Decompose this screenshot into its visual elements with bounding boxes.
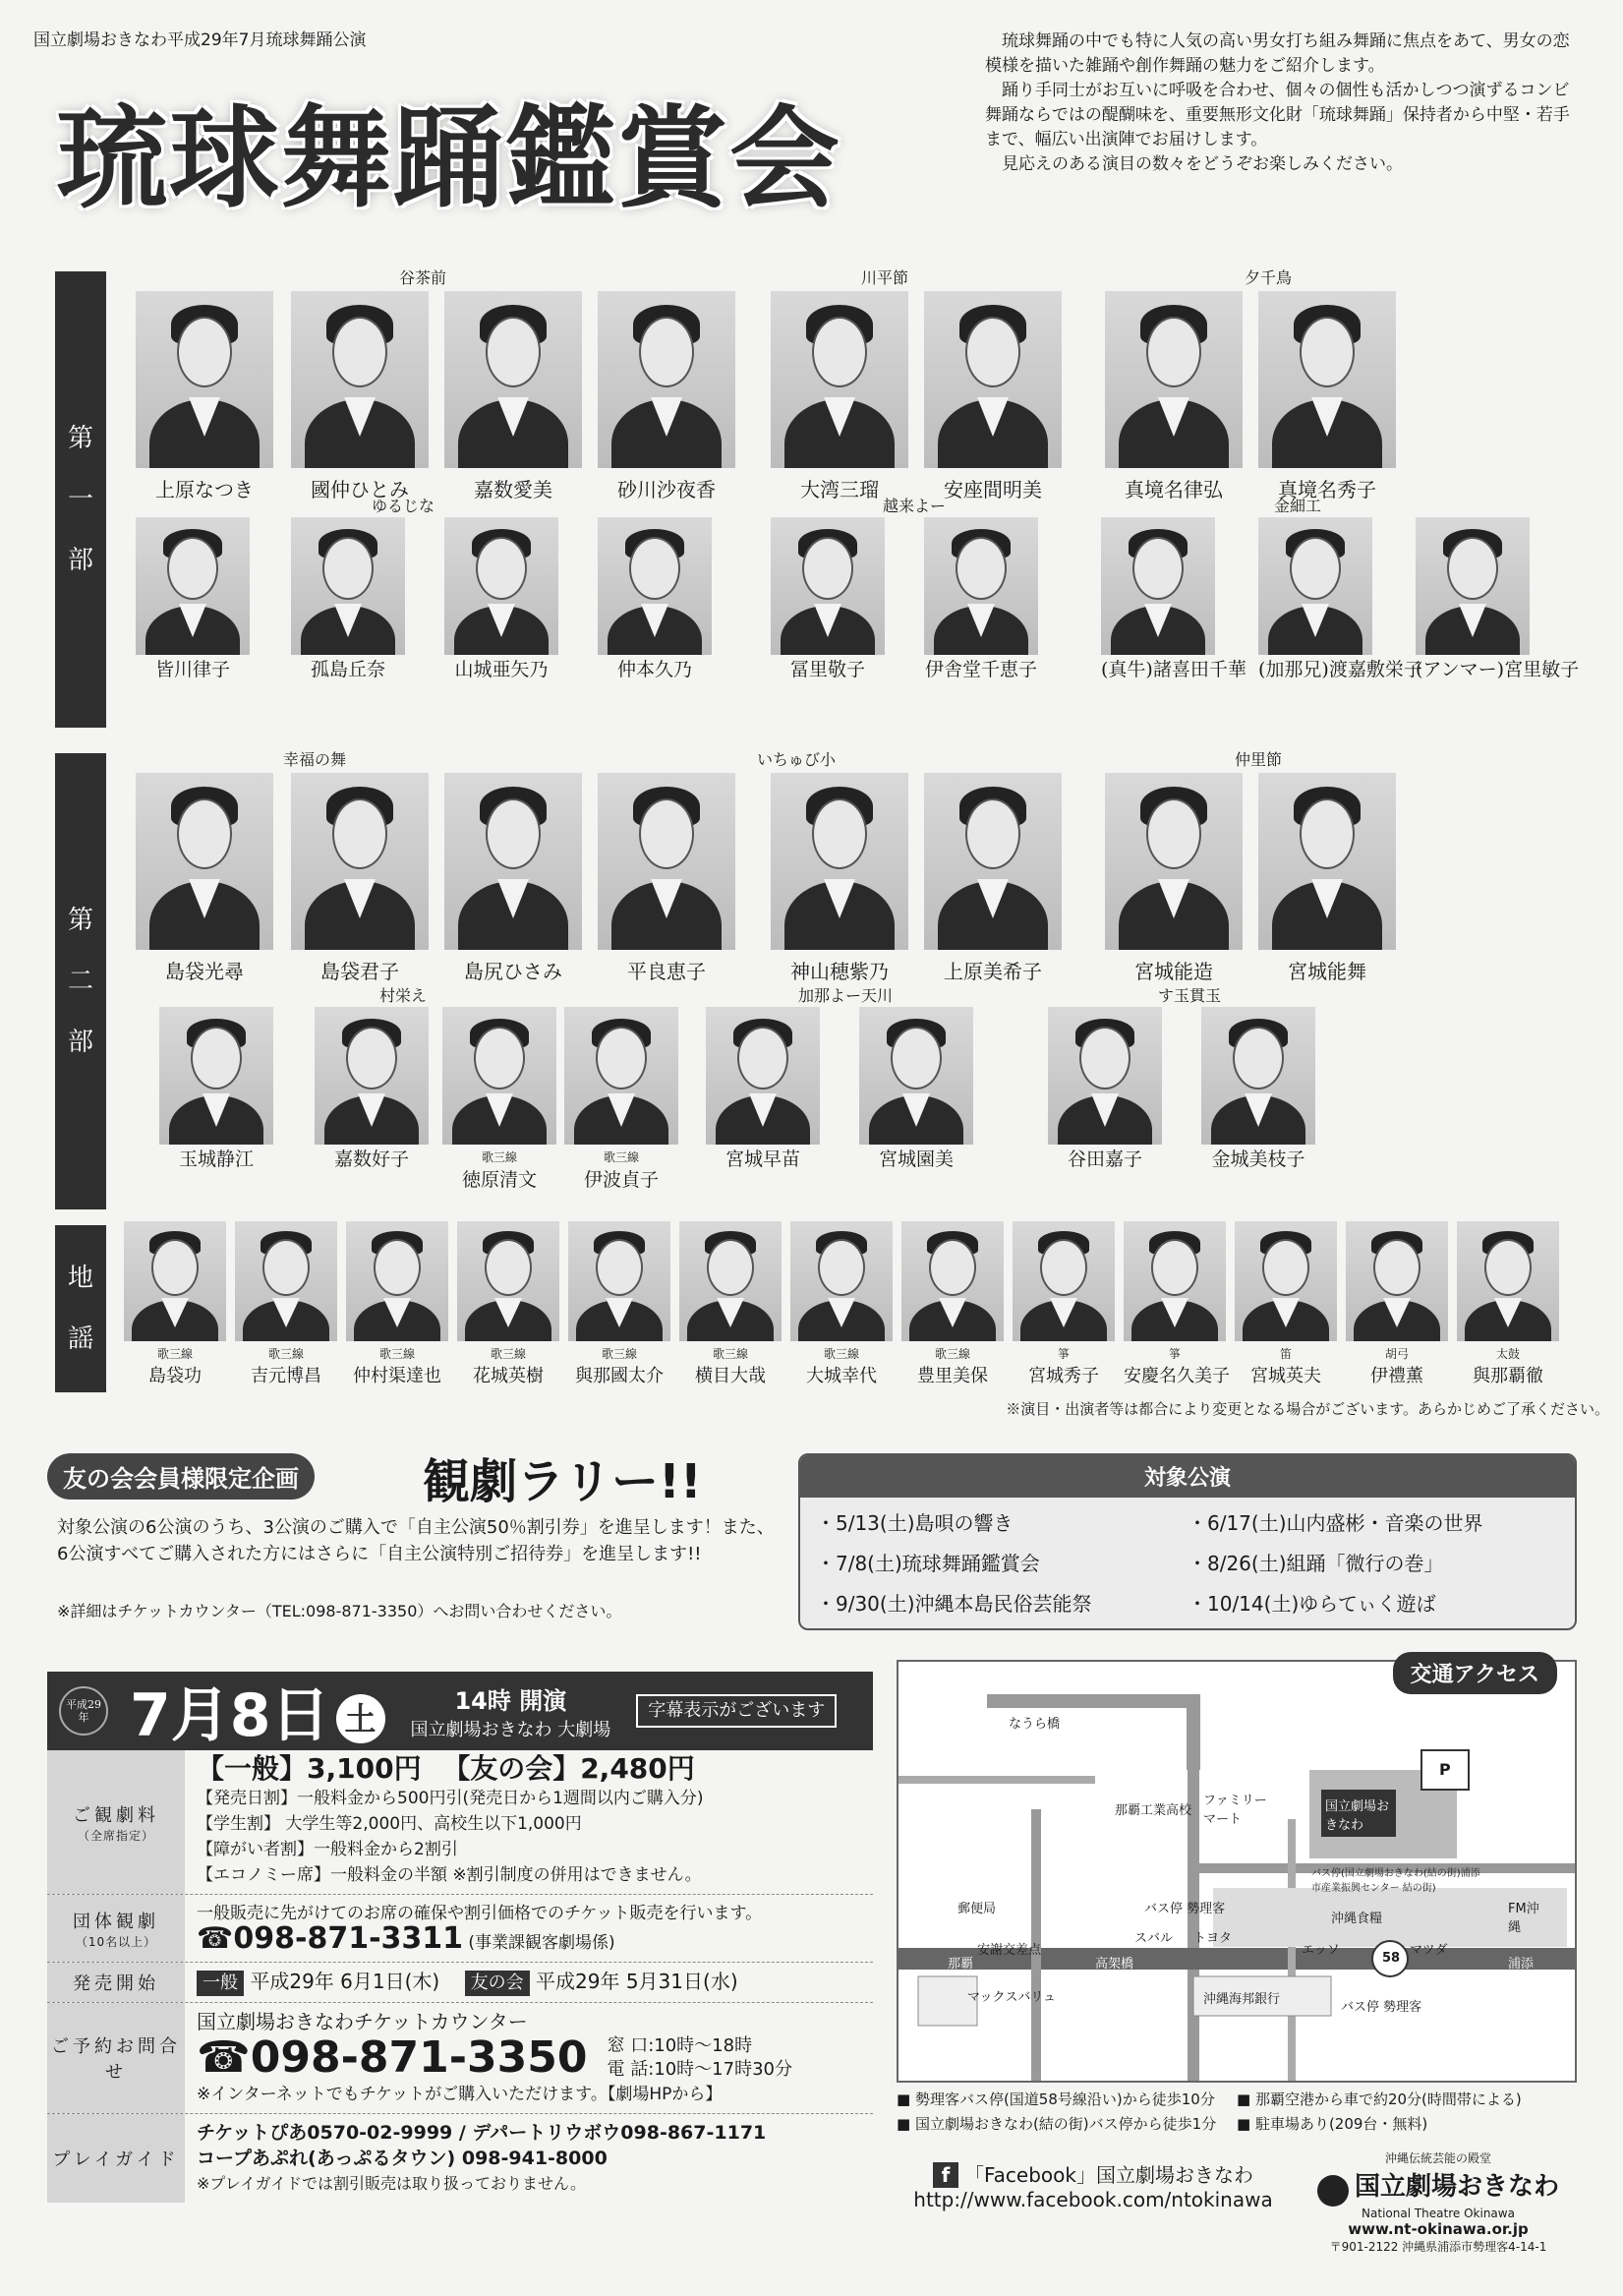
info-body xyxy=(185,2114,873,2203)
cast-role: 歌三線 xyxy=(267,1347,304,1361)
intro-paragraph: 見応えのある演目の数々をどうぞお楽しみください。 xyxy=(1002,154,1403,174)
cast-role: 箏 xyxy=(1057,1347,1070,1361)
cast-member xyxy=(901,1221,1004,1387)
portrait-photo xyxy=(901,1221,1004,1341)
facebook-block xyxy=(897,2159,1290,2211)
contact-hours xyxy=(607,2034,792,2082)
guide-line: コープあぷれ(あっぷるタウン) 098-941-8000 xyxy=(197,2148,608,2169)
portrait-photo xyxy=(235,1221,337,1341)
cast-name: (アンマー)宮里敏子 xyxy=(1416,659,1580,680)
rally-text: 対象公演の6公演のうち、3公演のご購入で「自主公演50％割引券」を進呈します！また、6公演すべてご購入された方にはさらに「自主公演特別ご招待券」を進呈します!! xyxy=(57,1517,775,1564)
sale-member-tag: 友の会 xyxy=(465,1971,530,1996)
cast-role: 歌三線 xyxy=(823,1347,859,1361)
cast-name: 島袋光尋 xyxy=(165,960,244,983)
cast-member xyxy=(568,1221,670,1387)
portrait-photo xyxy=(706,1007,820,1145)
portrait-photo xyxy=(924,291,1062,468)
cast-name: 伊舎堂千恵子 xyxy=(924,659,1037,680)
cast-name: 宮城秀子 xyxy=(1028,1366,1099,1386)
map-label: マックスバリュ xyxy=(967,1990,1056,2005)
info-row-contact xyxy=(47,2003,873,2114)
cast-member xyxy=(679,1221,782,1387)
portrait-photo xyxy=(564,1007,678,1145)
rally-badge-box xyxy=(47,1453,315,1500)
map-label: 沖縄海邦銀行 xyxy=(1203,1992,1281,2007)
sale-general-date: 平成29年 6月1日(木) xyxy=(250,1970,440,1993)
cast-member xyxy=(771,517,885,681)
cast-role: 歌三線 xyxy=(156,1347,193,1361)
portrait-photo xyxy=(444,773,582,950)
portrait-photo xyxy=(444,291,582,468)
portrait-photo xyxy=(568,1221,670,1341)
portrait-photo xyxy=(315,1007,429,1145)
cast-role: 歌三線 xyxy=(934,1347,970,1361)
section-char: 部 xyxy=(67,1028,93,1057)
cast-member xyxy=(1258,517,1422,681)
cast-name: 宮城能舞 xyxy=(1288,960,1366,983)
portrait-photo xyxy=(124,1221,226,1341)
portrait-photo xyxy=(1416,517,1530,655)
event-venue: 国立劇場おきなわ 大劇場 xyxy=(410,1719,611,1740)
price-line: 【エコノミー席】一般料金の半額 ※割引制度の併用はできません。 xyxy=(197,1865,702,1885)
cast-name: 冨里敬子 xyxy=(789,659,865,680)
subtitle-badge: 字幕表示がございます xyxy=(636,1694,837,1728)
info-label xyxy=(47,2114,185,2203)
cast-role: 笛 xyxy=(1279,1347,1292,1361)
section-char: 一 xyxy=(67,485,93,514)
cast-member xyxy=(1124,1221,1230,1387)
cast-name: 孤島丘奈 xyxy=(310,659,385,680)
info-row-guide xyxy=(47,2114,873,2203)
portrait-photo xyxy=(1258,517,1372,655)
cast-member xyxy=(136,773,273,984)
portrait-photo xyxy=(679,1221,782,1341)
sale-general-tag: 一般 xyxy=(197,1971,244,1996)
portrait-photo xyxy=(924,517,1038,655)
portrait-photo xyxy=(291,773,429,950)
cast-name: 花城英樹 xyxy=(473,1366,544,1386)
contact-note: ※インターネットでもチケットがご購入いただけます。【劇場HPから】 xyxy=(197,2085,723,2104)
cast-name: 真境名律弘 xyxy=(1125,478,1223,501)
sale-member-date: 平成29年 5月31日(水) xyxy=(536,1970,738,1993)
map-label: トヨタ xyxy=(1193,1931,1233,1946)
cast-name: 神山穂紫乃 xyxy=(790,960,889,983)
map-label: バス停(国立劇場おきなわ(結の街)浦添市産業振興センター 結の街) xyxy=(1311,1868,1480,1894)
cast-member xyxy=(1201,1007,1315,1171)
target-list xyxy=(800,1498,1575,1626)
group-text: 一般販売に先がけてのお席の確保や割引価格でのチケット販売を行います。 xyxy=(197,1904,763,1923)
cast-name: 國仲ひとみ xyxy=(311,478,409,501)
info-body xyxy=(185,2003,873,2113)
cast-member xyxy=(924,517,1038,681)
cast-name: 横目大哉 xyxy=(695,1366,766,1386)
portrait-photo xyxy=(1457,1221,1559,1341)
map-label: 国立劇場おきなわ xyxy=(1325,1799,1390,1833)
cast-name: 島袋功 xyxy=(148,1366,202,1386)
portrait-photo xyxy=(1105,291,1243,468)
map-label: スバル xyxy=(1134,1931,1174,1946)
price-sub: （全席指定） xyxy=(77,1828,154,1843)
event-time-text: 14時 開演 xyxy=(454,1686,567,1715)
cast-name: 宮城能造 xyxy=(1134,960,1213,983)
program-title: 谷茶前 xyxy=(398,268,446,287)
event-time xyxy=(411,1681,611,1741)
cast-member xyxy=(598,517,712,681)
cast-name: 吉元博昌 xyxy=(251,1366,321,1386)
cast-name: 伊禮薫 xyxy=(1370,1366,1423,1386)
intro-paragraph: 踊り手同士がお互いに呼吸を合わせ、個々の個性も活かしつつ演ずるコンビ舞踊ならではの醍醐味を、重要無形文化財「琉球舞踊」保持者から中堅・若手まで、幅広い出演陣でお届けします。 xyxy=(985,81,1570,149)
cast-member xyxy=(790,1221,893,1387)
section-char: 部 xyxy=(67,546,93,575)
price-line: 【障がい者割】一般料金から2割引 xyxy=(197,1840,458,1859)
cast-member xyxy=(1258,773,1396,984)
cast-member xyxy=(235,1221,337,1387)
cast-role: 歌三線 xyxy=(481,1150,517,1164)
event-date xyxy=(130,1669,385,1753)
target-item: ・8/26(土)組踊「微行の巻」 xyxy=(1188,1552,1444,1575)
access-note: ■ 国立劇場おきなわ(結の街)バス停から徒歩1分 xyxy=(897,2115,1217,2133)
target-item: ・7/8(土)琉球舞踊鑑賞会 xyxy=(816,1552,1040,1575)
portrait-photo xyxy=(771,291,908,468)
target-head: 対象公演 xyxy=(800,1455,1575,1498)
cast-member xyxy=(136,291,273,502)
cast-name: 真境名秀子 xyxy=(1278,478,1376,501)
section-char: 二 xyxy=(67,967,93,996)
main-title: 琉球舞踊鑑賞会 xyxy=(57,94,841,223)
target-item: ・6/17(土)山内盛彬・音楽の世界 xyxy=(1188,1511,1483,1535)
cast-member xyxy=(771,291,908,502)
cast-role: 歌三線 xyxy=(603,1150,639,1164)
portrait-photo xyxy=(771,517,885,655)
map-title: 交通アクセス xyxy=(1393,1652,1557,1694)
map-label: 浦添 xyxy=(1508,1957,1535,1972)
cast-name: 大湾三瑠 xyxy=(800,478,879,501)
access-note: ■ 那覇空港から車で約20分(時間帯による) xyxy=(1237,2090,1522,2108)
info-body xyxy=(185,1895,873,1962)
cast-member xyxy=(444,773,582,984)
contact-phone[interactable]: ☎098-871-3350 xyxy=(197,2032,588,2083)
program-title: 加那よー天川 xyxy=(797,986,893,1005)
cast-member xyxy=(1013,1221,1115,1387)
map-label: エッソ xyxy=(1302,1943,1340,1958)
portrait-photo xyxy=(598,517,712,655)
portrait-photo xyxy=(1258,773,1396,950)
info-label xyxy=(47,2003,185,2113)
cast-member xyxy=(771,773,908,984)
info-body xyxy=(185,1750,873,1894)
group-phone-note: (事業課観客劇場係) xyxy=(468,1933,615,1953)
portrait-photo xyxy=(1201,1007,1315,1145)
portrait-photo xyxy=(136,291,273,468)
map-label: マツダ xyxy=(1410,1943,1448,1958)
cast-member xyxy=(859,1007,973,1171)
intro-text xyxy=(985,29,1570,177)
cast-name: 宮城園美 xyxy=(878,1148,954,1170)
cast-member xyxy=(457,1221,559,1387)
cast-name: (真牛)諸喜田千華 xyxy=(1101,659,1246,680)
target-item: ・10/14(土)ゆらてぃく遊ば xyxy=(1188,1592,1436,1616)
program-title: 夕千鳥 xyxy=(1244,268,1292,287)
portrait-photo xyxy=(136,517,250,655)
contact-hours-phone: 電 話:10時～17時30分 xyxy=(607,2059,792,2080)
cast-name: 與那國太介 xyxy=(575,1366,664,1386)
logo-name: 国立劇場おきなわ xyxy=(1354,2172,1559,2202)
portrait-photo xyxy=(1013,1221,1115,1341)
cast-member xyxy=(315,1007,429,1171)
portrait-photo xyxy=(346,1221,448,1341)
cast-member xyxy=(444,291,582,502)
cast-name: 安座間明美 xyxy=(944,478,1042,501)
cast-name: 嘉数愛美 xyxy=(474,478,552,501)
cast-member xyxy=(564,1007,678,1192)
portrait-photo xyxy=(771,773,908,950)
program-title: いちゅび小 xyxy=(756,750,836,769)
cast-member xyxy=(1457,1221,1559,1387)
cast-name: 豊里美保 xyxy=(917,1366,988,1386)
map-label: 那覇工業高校 xyxy=(1115,1803,1192,1818)
cast-name: 宮城早苗 xyxy=(725,1148,800,1170)
change-notice: ※演目・出演者等は都合により変更となる場合がございます。あらかじめご了承ください。 xyxy=(1006,1400,1609,1418)
map-label: 58 xyxy=(1382,1951,1401,1966)
map-label: 安謝交差点 xyxy=(977,1943,1042,1958)
program-title: ゆるじな xyxy=(371,497,435,515)
cast-member xyxy=(1346,1221,1448,1387)
cast-name: (加那兄)渡嘉敷栄子 xyxy=(1258,659,1422,680)
cast-name: 大城幸代 xyxy=(806,1366,877,1386)
cast-name: 與那覇徹 xyxy=(1473,1366,1543,1386)
cast-role: 箏 xyxy=(1168,1347,1181,1361)
price-label: ご観劇料 xyxy=(73,1804,159,1826)
cast-name: 平良恵子 xyxy=(627,960,706,983)
section-part2-bar xyxy=(55,753,106,1209)
section-char: 謡 xyxy=(67,1325,93,1354)
access-map xyxy=(897,1660,1577,2083)
portrait-photo xyxy=(1346,1221,1448,1341)
cast-member xyxy=(291,291,429,502)
section-char: 地 xyxy=(67,1264,93,1293)
cast-member xyxy=(1105,291,1243,502)
portrait-photo xyxy=(291,517,405,655)
target-item: ・5/13(土)島唄の響き xyxy=(816,1511,1014,1535)
price-member: 【友の会】2,480円 xyxy=(442,1752,695,1785)
target-item: ・9/30(土)沖縄本島民俗芸能祭 xyxy=(816,1592,1092,1616)
group-label: 団体観劇 xyxy=(73,1911,159,1932)
section-part1-label xyxy=(68,408,93,591)
cast-member xyxy=(924,773,1062,984)
contact-hours-window: 窓 口:10時～18時 xyxy=(607,2035,753,2056)
cast-member xyxy=(1105,773,1243,984)
contact-name: 国立劇場おきなわチケットカウンター xyxy=(197,2010,528,2033)
cast-member xyxy=(706,1007,820,1171)
era-badge: 平成29年 xyxy=(59,1686,108,1736)
event-date-text: 7月8日 xyxy=(130,1681,330,1750)
program-title: 金細工 xyxy=(1273,497,1321,515)
cast-name: 砂川沙夜香 xyxy=(617,478,716,501)
logo-en: National Theatre Okinawa xyxy=(1362,2206,1515,2220)
cast-name: 山城亜矢乃 xyxy=(454,659,549,680)
portrait-photo xyxy=(859,1007,973,1145)
event-day: 土 xyxy=(336,1694,385,1743)
price-line: 【発売日割】一般料金から500円引(発売日から1週間以内ご購入分) xyxy=(197,1789,704,1808)
cast-member xyxy=(924,291,1062,502)
event-date-bar xyxy=(47,1672,873,1750)
section-char: 第 xyxy=(67,906,93,935)
info-row-group xyxy=(47,1895,873,1963)
portrait-photo xyxy=(444,517,558,655)
facebook-label: 「Facebook」国立劇場おきなわ xyxy=(964,2163,1253,2187)
cast-name: 島尻ひさみ xyxy=(464,960,562,983)
cast-name: 嘉数好子 xyxy=(333,1148,409,1170)
portrait-photo xyxy=(924,773,1062,950)
header-small-text: 国立劇場おきなわ平成29年7月琉球舞踊公演 xyxy=(33,30,367,50)
access-note: ■ 勢理客バス停(国道58号線沿い)から徒歩10分 xyxy=(897,2090,1215,2108)
info-row-sale xyxy=(47,1963,873,2003)
info-body xyxy=(185,1963,873,2002)
cast-name: 皆川律子 xyxy=(154,659,230,680)
program-title: 越来よー xyxy=(882,497,946,515)
rally-note: ※詳細はチケットカウンター（TEL:098-871-3350）へお問い合わせください。 xyxy=(57,1602,622,1620)
guide-label: プレイガイド xyxy=(52,2149,180,2170)
cast-member xyxy=(346,1221,448,1387)
target-performances xyxy=(798,1453,1577,1630)
cast-member xyxy=(1416,517,1580,681)
rally-title: 観劇ラリー!! xyxy=(423,1454,702,1509)
rally-badge: 友の会会員様限定企画 xyxy=(47,1453,315,1500)
portrait-photo xyxy=(1101,517,1215,655)
section-jiutai-bar xyxy=(55,1225,106,1392)
access-notes xyxy=(897,2089,1577,2134)
portrait-photo xyxy=(598,291,735,468)
cast-name: 伊波貞子 xyxy=(583,1169,659,1191)
cast-role: 歌三線 xyxy=(490,1347,526,1361)
portrait-photo xyxy=(1235,1221,1337,1341)
section-part2-label xyxy=(68,890,93,1073)
ticket-info xyxy=(47,1750,873,2203)
contact-label: ご予約お問合せ xyxy=(51,2036,181,2083)
cast-member xyxy=(291,517,405,681)
cast-name: 徳原清文 xyxy=(461,1169,537,1191)
section-char: 第 xyxy=(67,424,93,453)
theatre-logo xyxy=(1296,2149,1581,2255)
map-label: P xyxy=(1439,1760,1451,1779)
cast-member xyxy=(1101,517,1246,681)
access-note: ■ 駐車場あり(209台・無料) xyxy=(1237,2115,1428,2133)
sale-label: 発売開始 xyxy=(73,1973,159,1994)
map-label: 高架橋 xyxy=(1095,1957,1134,1972)
program-title: 幸福の舞 xyxy=(282,750,346,769)
cast-member xyxy=(159,1007,273,1171)
map-label: 那覇 xyxy=(948,1957,974,1972)
group-sub: （10名以上） xyxy=(75,1934,157,1949)
cast-member xyxy=(598,291,735,502)
program-title: 川平節 xyxy=(860,268,908,287)
cast-name: 玉城静江 xyxy=(178,1148,254,1170)
map-label: ファミリーマート xyxy=(1203,1794,1267,1827)
map-label: FM沖縄 xyxy=(1508,1902,1539,1935)
portrait-photo xyxy=(159,1007,273,1145)
cast-member xyxy=(1258,291,1396,502)
portrait-photo xyxy=(136,773,273,950)
facebook-icon: f xyxy=(933,2162,958,2188)
cast-member xyxy=(124,1221,226,1387)
map-label: 郵便局 xyxy=(957,1902,997,1916)
portrait-photo xyxy=(1258,291,1396,468)
cast-name: 宮城英夫 xyxy=(1250,1366,1321,1386)
guide-line: チケットぴあ0570-02-9999 / デパートリウボウ098-867-1171 xyxy=(197,2122,767,2144)
map-label: 沖縄食糧 xyxy=(1331,1912,1383,1926)
facebook-url[interactable]: http://www.facebook.com/ntokinawa xyxy=(913,2188,1273,2211)
program-title: 仲里節 xyxy=(1234,750,1282,769)
cast-member xyxy=(136,517,250,681)
cast-member xyxy=(291,773,429,984)
cast-member xyxy=(1235,1221,1337,1387)
section-part1-bar xyxy=(55,271,106,728)
info-label xyxy=(47,1895,185,1962)
info-label xyxy=(47,1963,185,2002)
cast-name: 仲本久乃 xyxy=(616,659,692,680)
cast-name: 谷田嘉子 xyxy=(1067,1148,1142,1170)
program-title: 村栄え xyxy=(378,986,427,1005)
cast-role: 歌三線 xyxy=(712,1347,748,1361)
cast-role: 歌三線 xyxy=(378,1347,415,1361)
portrait-photo xyxy=(442,1007,556,1145)
cast-role: 胡弓 xyxy=(1384,1347,1409,1361)
program-title: す玉貫玉 xyxy=(1157,986,1221,1005)
portrait-photo xyxy=(598,773,735,950)
cast-name: 金城美枝子 xyxy=(1211,1148,1305,1170)
cast-member xyxy=(442,1007,556,1192)
logo-address: 〒901-2122 沖縄県浦添市勢理客4-14-1 xyxy=(1329,2239,1547,2254)
theatre-logo-icon xyxy=(1317,2175,1349,2207)
group-phone[interactable]: ☎098-871-3311 xyxy=(197,1921,464,1956)
intro-paragraph: 琉球舞踊の中でも特に人気の高い男女打ち組み舞踊に焦点をあて、男女の恋模様を描いた雑踊や創作舞踊の魅力をご紹介します。 xyxy=(985,31,1570,76)
info-row-price xyxy=(47,1750,873,1895)
portrait-photo xyxy=(1124,1221,1226,1341)
portrait-photo xyxy=(1105,773,1243,950)
price-general: 【一般】3,100円 xyxy=(197,1752,422,1785)
section-jiutai-label xyxy=(68,1248,93,1370)
cast-name: 島袋君子 xyxy=(320,960,399,983)
map-label: バス停 勢理客 xyxy=(1144,1902,1226,1916)
map-label: バス停 勢理客 xyxy=(1341,2000,1422,2015)
price-line: 【学生割】 大学生等2,000円、高校生以下1,000円 xyxy=(197,1814,582,1834)
cast-member xyxy=(444,517,558,681)
portrait-photo xyxy=(291,291,429,468)
guide-note: ※プレイガイドでは割引販売は取り扱っておりません。 xyxy=(197,2174,586,2193)
cast-member xyxy=(598,773,735,984)
portrait-photo xyxy=(457,1221,559,1341)
cast-role: 太鼓 xyxy=(1495,1347,1520,1361)
logo-top: 沖縄伝統芸能の殿堂 xyxy=(1384,2151,1491,2165)
cast-member xyxy=(1048,1007,1162,1171)
cast-name: 上原美希子 xyxy=(944,960,1042,983)
map-label: なうら橋 xyxy=(1009,1717,1061,1732)
cast-name: 安慶名久美子 xyxy=(1124,1366,1230,1386)
portrait-photo xyxy=(1048,1007,1162,1145)
logo-web[interactable]: www.nt-okinawa.or.jp xyxy=(1348,2219,1529,2238)
cast-name: 仲村渠達也 xyxy=(353,1366,441,1386)
info-label xyxy=(47,1750,185,1894)
cast-role: 歌三線 xyxy=(601,1347,637,1361)
cast-name: 上原なつき xyxy=(155,478,254,501)
portrait-photo xyxy=(790,1221,893,1341)
